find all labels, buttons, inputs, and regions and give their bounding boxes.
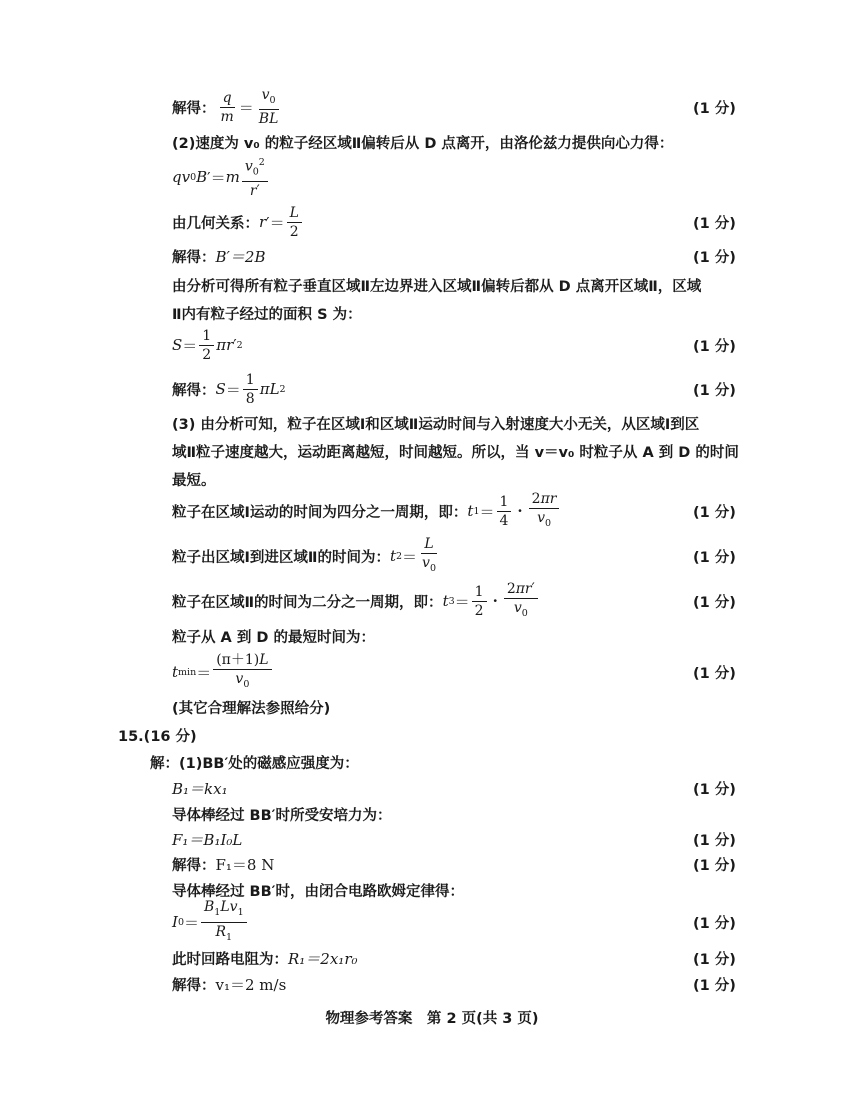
text-label: 粒子在区域Ⅰ运动的时间为四分之一周期，即： <box>172 504 468 521</box>
equation-area-result: S ＝ $\frac{1}{8}$ πL 2 <box>215 371 286 407</box>
page-footer: 物理参考答案 第 2 页(共 3 页) <box>325 1010 539 1027</box>
equation-lorentz-force: q v 0 B ′＝ m $\frac{v_0^2}{r'}$ <box>172 155 270 199</box>
equation-f1: F₁＝B₁I₀L <box>172 830 243 849</box>
score-label: (1 分) <box>693 665 736 682</box>
score-label: (1 分) <box>693 832 736 849</box>
line-26 <box>0 898 864 943</box>
jiede-label: 解得： <box>172 382 216 399</box>
text-line: 解：(1)BB′处的磁感应强度为： <box>150 755 359 772</box>
score-label: (1 分) <box>693 549 736 566</box>
equation-t2: t 2 ＝ $\frac{L}{v_0}$ <box>389 535 437 574</box>
text-label: 由几何关系： <box>172 215 259 232</box>
text-line: 粒子从 A 到 D 的最短时间为： <box>172 629 375 646</box>
score-label: (1 分) <box>693 249 736 266</box>
text-line: (3) 由分析可知，粒子在区域Ⅰ和区域Ⅱ运动时间与入射速度大小无关，从区域Ⅰ到区 <box>172 416 700 433</box>
jiede-label: 解得： <box>172 857 216 874</box>
equation-r-prime: r ′＝ $\frac{L}{2}$ <box>259 205 304 240</box>
score-label: (1 分) <box>693 977 736 994</box>
text-line: (其它合理解法参照给分) <box>172 700 331 717</box>
score-label: (1 分) <box>693 857 736 874</box>
line-2 <box>0 125 864 159</box>
line-15 <box>0 580 864 619</box>
line-16 <box>0 619 864 653</box>
score-label: (1 分) <box>693 951 736 968</box>
jiede-label: 解得： <box>172 100 216 117</box>
score-label: (1 分) <box>693 382 736 399</box>
line-4 <box>0 205 864 239</box>
jiede-label: 解得： <box>172 249 216 266</box>
equation-r1: R₁＝2x₁r₀ <box>288 949 358 968</box>
line-12 <box>0 462 864 496</box>
line-1 <box>0 86 864 128</box>
score-label: (1 分) <box>693 594 736 611</box>
text-line: 导体棒经过 BB′时，由闭合电路欧姆定律得： <box>172 883 464 900</box>
text-label: 此时回路电阻为： <box>172 951 288 968</box>
score-label: (1 分) <box>693 915 736 932</box>
line-28 <box>0 967 864 1001</box>
text-line: (2)速度为 v₀ 的粒子经区域Ⅱ偏转后从 D 点离开，由洛伦兹力提供向心力得： <box>172 135 674 152</box>
score-label: (1 分) <box>693 504 736 521</box>
score-label: (1 分) <box>693 100 736 117</box>
text-line: 域Ⅱ粒子速度越大，运动距离越短，时间越短。所以，当 v＝v₀ 时粒子从 A 到 D 的时间 <box>172 444 739 461</box>
text-line: Ⅱ内有粒子经过的面积 S 为： <box>172 306 362 323</box>
line-17 <box>0 651 864 690</box>
equation-b1: B₁＝kx₁ <box>172 779 228 798</box>
line-25 <box>0 873 864 907</box>
line-9 <box>0 372 864 406</box>
line-14 <box>0 535 864 574</box>
text-line: 最短。 <box>172 472 216 489</box>
equation-q-over-m: $\frac{q}{m}$ ＝ $\frac{v_0}{BL}$ <box>220 86 279 128</box>
equation-t3: t 3 ＝ $\frac{1}{2}$ · $\frac{2\pi r'}{v_0}$ <box>443 581 540 622</box>
question-header: 15.(16 分) <box>118 728 197 745</box>
line-13 <box>0 490 864 529</box>
text-line: 由分析可得所有粒子垂直区域Ⅱ左边界进入区域Ⅱ偏转后都从 D 点离开区域Ⅱ，区域 <box>172 278 702 295</box>
score-label: (1 分) <box>693 781 736 798</box>
equation-area-s: S ＝ $\frac{1}{2}$ πr ′ 2 <box>172 327 243 363</box>
equation-b-prime: B′＝2B <box>215 247 266 266</box>
score-label: (1 分) <box>693 338 736 355</box>
score-label: (1 分) <box>693 215 736 232</box>
text-label: 粒子在区域Ⅱ的时间为二分之一周期，即： <box>172 594 443 611</box>
line-3 <box>0 156 864 200</box>
line-8 <box>0 328 864 362</box>
equation-t1: t 1 ＝ $\frac{1}{4}$ · $\frac{2\pi r}{v_0}$ <box>467 491 561 532</box>
text-label: 粒子出区域Ⅰ到进区域Ⅱ的时间为： <box>172 549 390 566</box>
line-7 <box>0 296 864 330</box>
text-line: 导体棒经过 BB′时所受安培力为： <box>172 807 392 824</box>
equation-tmin: t min ＝ $\frac{(\pi+1)L}{v_0}$ <box>172 652 274 693</box>
equation-f1-result: F₁＝8 N <box>215 855 275 874</box>
equation-i0: I 0 ＝ $\frac{B_1Lv_1}{R_1}$ <box>172 899 249 946</box>
jiede-label: 解得： <box>172 977 216 994</box>
equation-v1: v₁＝2 m/s <box>215 975 287 994</box>
